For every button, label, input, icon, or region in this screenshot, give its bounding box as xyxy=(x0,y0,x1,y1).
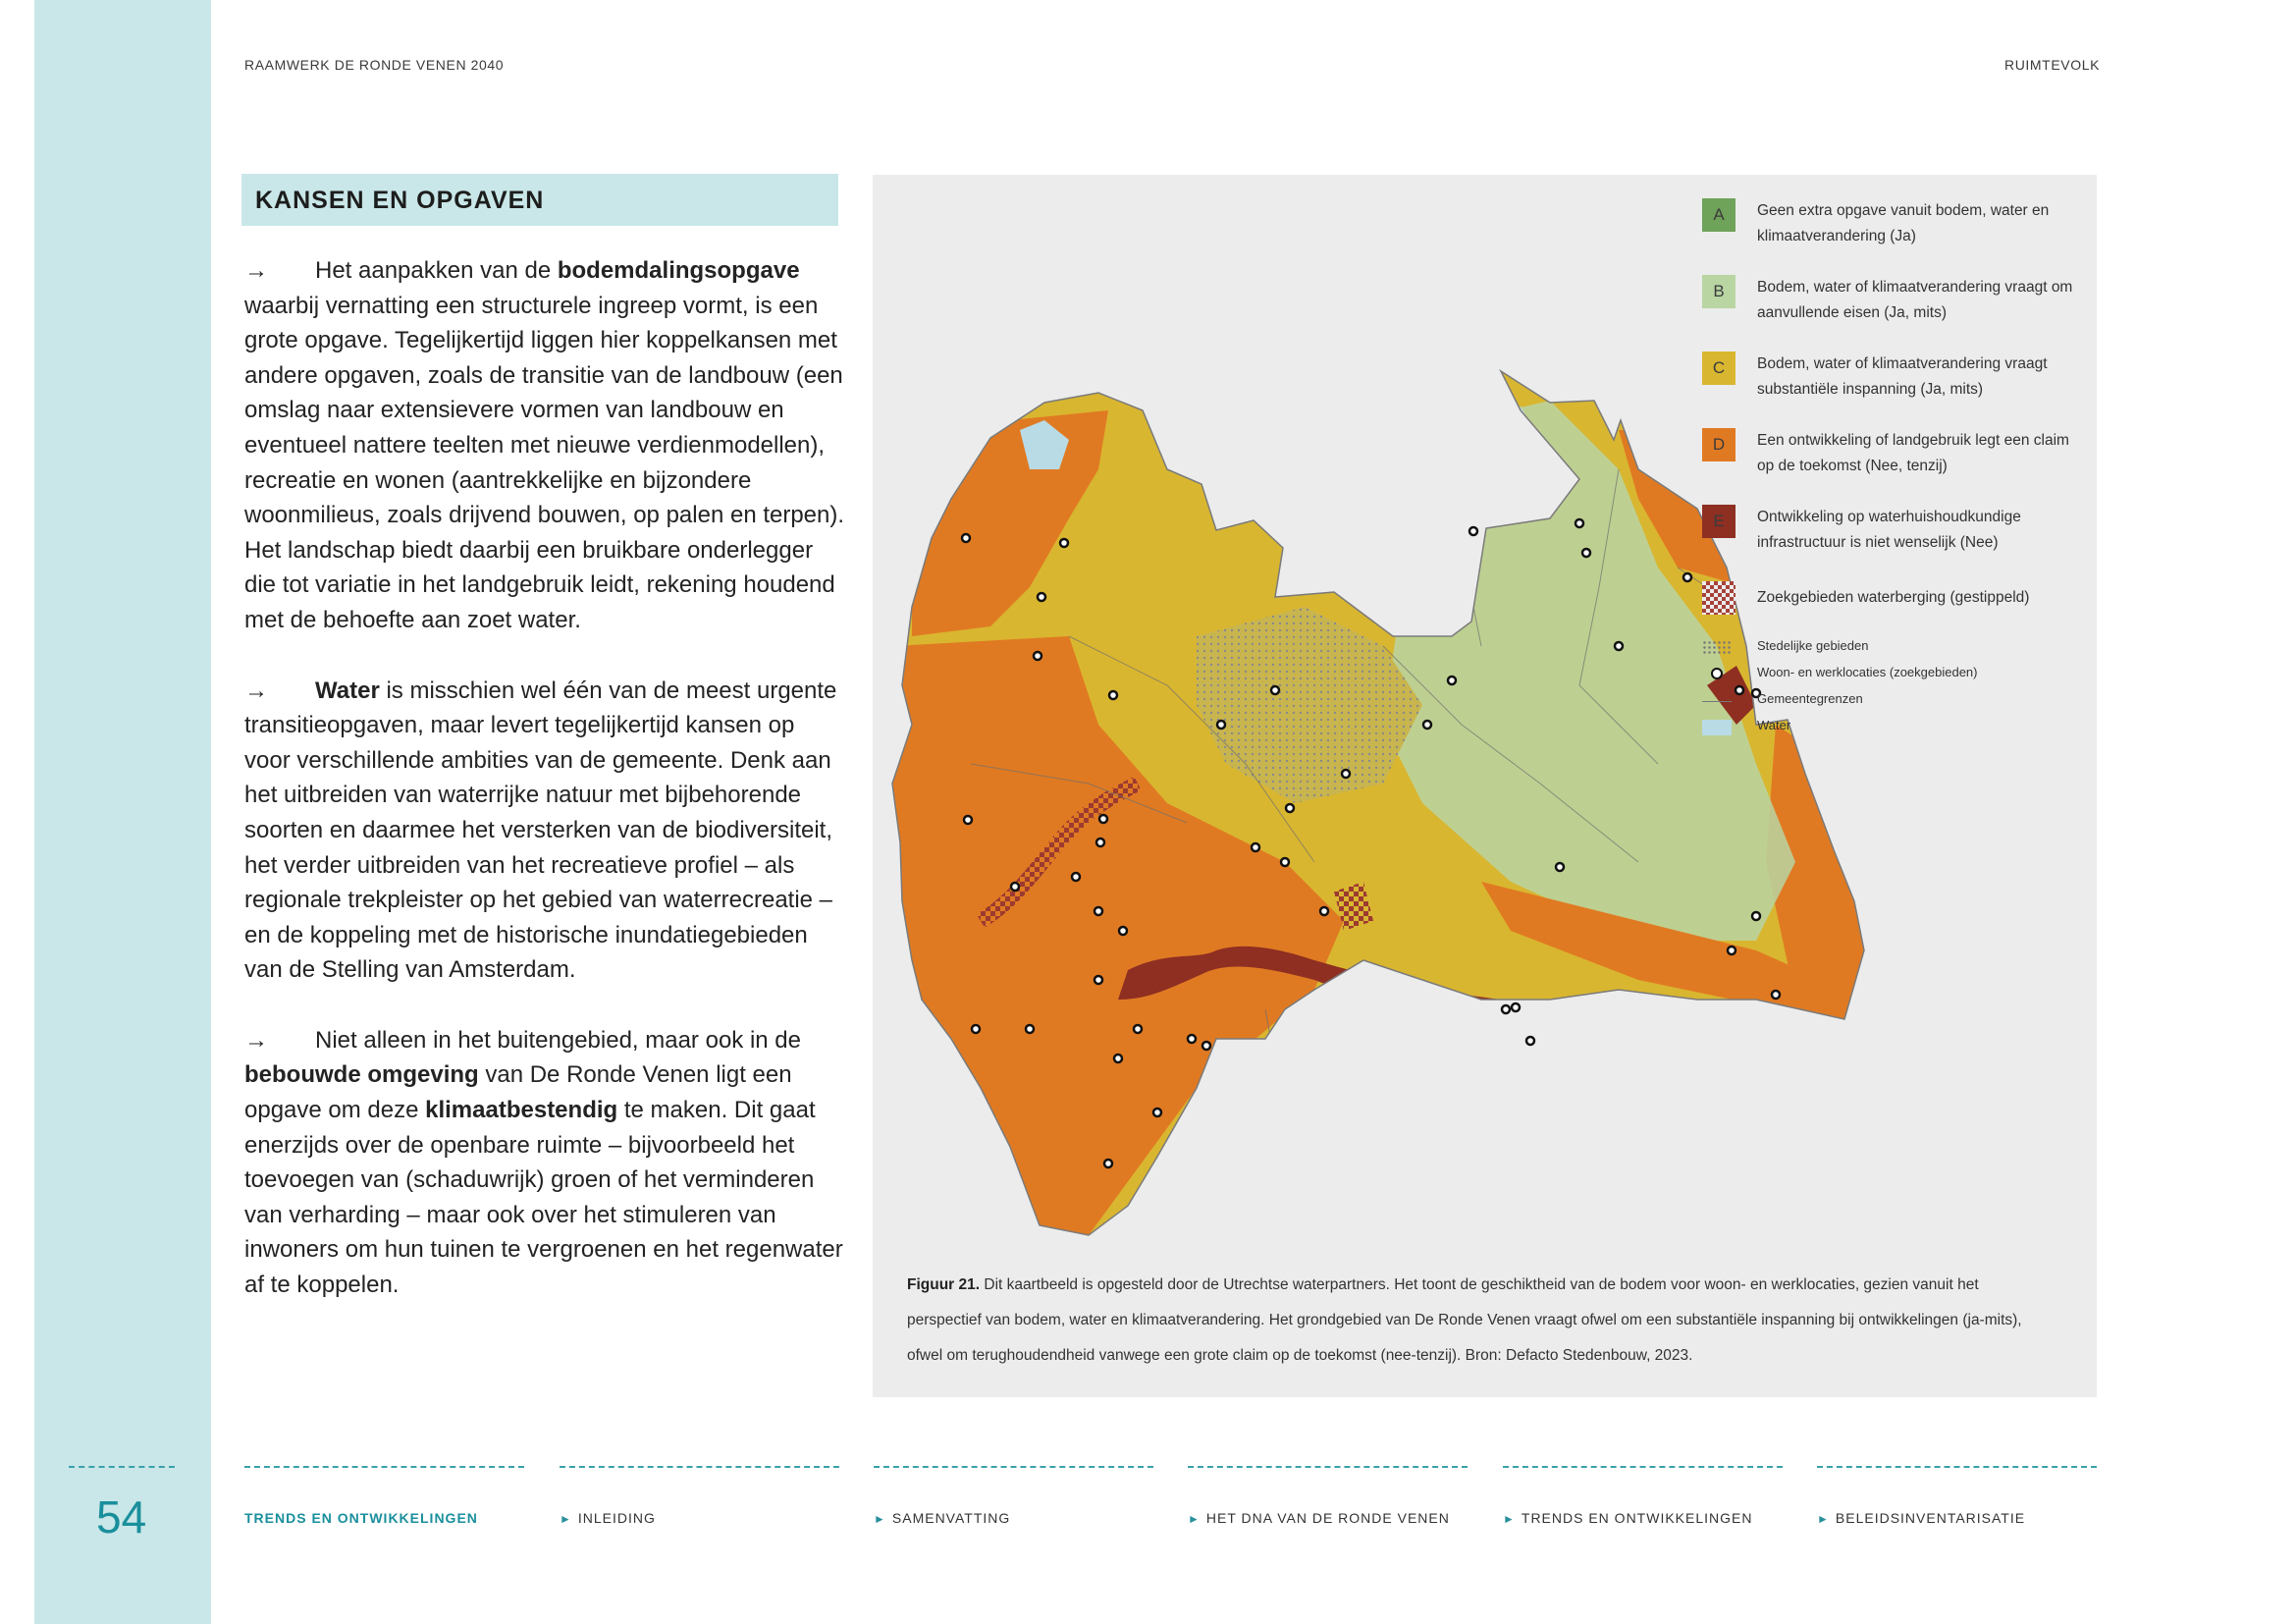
left-sidebar-band xyxy=(34,0,211,1624)
legend-swatch-d: D xyxy=(1702,428,1735,461)
arrow-right-icon: → xyxy=(244,1026,268,1054)
emphasis-text: Water xyxy=(315,677,380,704)
page-number: 54 xyxy=(96,1491,147,1543)
play-arrow-icon: ► xyxy=(1817,1512,1830,1526)
footer-divider-1 xyxy=(244,1466,524,1468)
legend-label-e: Ontwikkeling op waterhuishoudkundige infrastructuur is niet wenselijk (Nee) xyxy=(1757,509,2021,551)
paragraph-text: is misschien wel één van de meest urgente transitieopgaven, maar levert tegelijkertijd kansen op voor verschillende ambities van de gemeente. Denk aan het uitbreiden van waterrijke natuur met bijbehorende soorten en daarmee het versterken van de biodiversiteit, het verder uitbreiden van het recreatieve profiel – als regionale trekpleister op het gebied van waterrecreatie – en de koppeling met de historische inundatiegebieden van de Stelling van Amsterdam. xyxy=(244,677,837,984)
legend-label-b: Bodem, water of klimaatverandering vraagt om aanvullende eisen (Ja, mits) xyxy=(1757,279,2073,321)
play-arrow-icon: ► xyxy=(874,1512,886,1526)
legend-swatch-c: C xyxy=(1702,352,1735,385)
play-arrow-icon: ► xyxy=(1188,1512,1201,1526)
caption-label: Figuur 21. xyxy=(907,1276,981,1293)
legend-label-c: Bodem, water of klimaatverandering vraagt substantiële inspanning (Ja, mits) xyxy=(1757,355,2048,398)
section-title: KANSEN EN OPGAVEN xyxy=(255,187,545,214)
footer-current-section[interactable]: TRENDS EN ONTWIKKELINGEN xyxy=(244,1510,478,1526)
footer-nav-dna[interactable]: ► HET DNA VAN DE RONDE VENEN xyxy=(1188,1510,1450,1526)
play-arrow-icon: ► xyxy=(560,1512,572,1526)
legend-item-water xyxy=(1702,716,2095,739)
emphasis-text: bodemdalingsopgave xyxy=(557,257,800,284)
legend-label-borders: Gemeentegrenzen xyxy=(1757,691,1863,706)
play-arrow-icon: ► xyxy=(1503,1512,1516,1526)
body-paragraph xyxy=(244,1023,845,1303)
water-swatch-icon xyxy=(1702,720,1732,735)
emphasis-text: bebouwde omgeving xyxy=(244,1061,479,1089)
legend-label-d: Een ontwikkeling of landgebruik legt een claim op de toekomst (Nee, tenzij) xyxy=(1757,432,2069,474)
legend-swatch-b: B xyxy=(1702,275,1735,308)
footer-nav-beleid[interactable]: ► BELEIDSINVENTARISATIE xyxy=(1817,1510,2026,1526)
circle-marker-icon xyxy=(1702,667,1732,682)
legend-swatch-checker xyxy=(1702,581,1735,615)
legend-swatch-a: A xyxy=(1702,198,1735,232)
emphasis-text: klimaatbestendig xyxy=(425,1097,618,1124)
footer-divider-3 xyxy=(874,1466,1153,1468)
footer-divider-4 xyxy=(1188,1466,1468,1468)
body-paragraph xyxy=(244,674,845,988)
dots-icon xyxy=(1702,640,1732,656)
map-figure xyxy=(873,175,2097,1397)
paragraph-text: Het aanpakken van de xyxy=(315,257,558,284)
arrow-right-icon: → xyxy=(244,257,268,284)
legend-label-water: Water xyxy=(1757,718,1791,732)
paragraph-text: waarbij vernatting een structurele ingreep vormt, is een grote opgave. Tegelijkertijd liggen hier koppelkansen met andere opgaven, zoals de transitie van de landbouw (een omslag naar extensievere vormen van landbouw en eventueel nattere teelten met nieuwe verdienmodellen), recreatie en wonen (aantrekkelijke en bijzondere woonmilieus, zoals drijvend bouwen, op palen en terpen). Het landschap biedt daarbij een bruikbare onderlegger die tot variatie in het landgebruik leidt, rekening houdend met de behoefte aan zoet water. xyxy=(244,292,845,633)
section-heading xyxy=(241,174,838,226)
legend-item-urban xyxy=(1702,636,2095,660)
running-header-right: RUIMTEVOLK xyxy=(2004,57,2101,73)
footer-nav-samenvatting[interactable]: ► SAMENVATTING xyxy=(874,1510,1011,1526)
footer-divider-5 xyxy=(1503,1466,1783,1468)
border-line-icon xyxy=(1702,693,1732,709)
legend-label-locations: Woon- en werklocaties (zoekgebieden) xyxy=(1757,665,1978,679)
body-paragraph xyxy=(244,253,845,638)
paragraph-text: te maken. Dit gaat enerzijds over de openbare ruimte – bijvoorbeeld het toevoegen van (schaduwrijk) groen of het verminderen van verharding – maar ook over het stimuleren van inwoners om hun tuinen te vergroenen en het regenwater af te koppelen. xyxy=(244,1097,843,1299)
footer-divider-2 xyxy=(560,1466,839,1468)
caption-text: Dit kaartbeeld is opgesteld door de Utrechtse waterpartners. Het toont de geschiktheid van de bodem voor woon- en werklocaties, gezien vanuit het perspectief van bodem, water en klimaatverandering. Het grondgebied van De Ronde Venen vraagt ofwel om een substantiële inspanning bij ontwikkelingen (ja-mits), ofwel om terughoudendheid vanwege een grote claim op de toekomst (nee-tenzij). Bron: Defacto Stedenbouw, 2023. xyxy=(907,1276,2022,1364)
paragraph-text: Niet alleen in het buitengebied, maar ook in de xyxy=(315,1026,801,1054)
legend-item-locations xyxy=(1702,663,2095,686)
footer-nav-inleiding[interactable]: ► INLEIDING xyxy=(560,1510,656,1526)
legend-label-waterberging: Zoekgebieden waterberging (gestippeld) xyxy=(1757,589,2030,606)
legend-label-a: Geen extra opgave vanuit bodem, water en klimaatverandering (Ja) xyxy=(1757,202,2050,244)
legend-label-urban: Stedelijke gebieden xyxy=(1757,638,1869,653)
arrow-right-icon: → xyxy=(244,677,268,704)
footer-divider-6 xyxy=(1817,1466,2097,1468)
figure-caption xyxy=(907,1268,2056,1374)
running-header-left: RAAMWERK DE RONDE VENEN 2040 xyxy=(244,57,505,73)
legend-swatch-e: E xyxy=(1702,505,1735,538)
paragraph-text: van De Ronde Venen ligt een opgave om deze xyxy=(244,1061,792,1124)
legend-item-borders xyxy=(1702,689,2095,713)
footer-nav-trends[interactable]: ► TRENDS EN ONTWIKKELINGEN xyxy=(1503,1510,1753,1526)
footer-divider-page xyxy=(69,1466,175,1468)
body-text xyxy=(244,253,845,1338)
